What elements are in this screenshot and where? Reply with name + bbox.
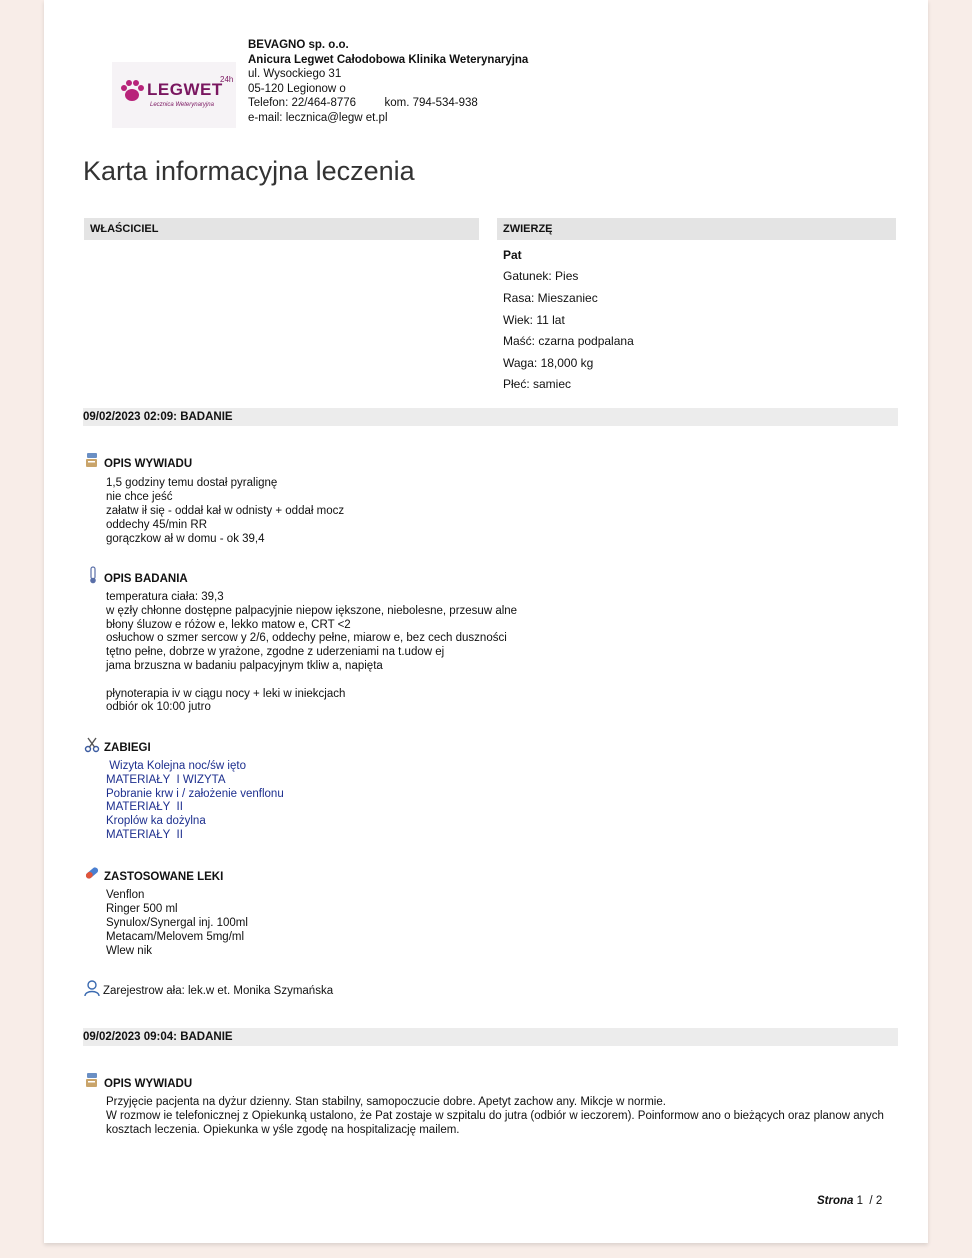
clinic-phones bbox=[248, 96, 528, 111]
interview-text bbox=[106, 476, 344, 546]
drug-item: Ringer 500 ml bbox=[106, 903, 178, 915]
clinic-street: ul. Wysockiego 31 bbox=[248, 68, 342, 81]
procedure-item: Wizyta Kolejna noc/św ięto bbox=[106, 760, 246, 772]
scissors-icon bbox=[84, 737, 100, 753]
interview-line: 1,5 godziny temu dostał pyralignę bbox=[106, 477, 278, 489]
exam-line: odbiór ok 10:00 jutro bbox=[106, 701, 211, 714]
animal-name: Pat bbox=[503, 248, 522, 262]
clinic-mobile: kom. 794-534-938 bbox=[384, 97, 478, 110]
exam-line: tętno pełne, dobrze w yrażone, zgodne z uderzeniami na t.udow ej bbox=[106, 646, 445, 659]
page-total: / 2 bbox=[866, 1195, 883, 1207]
interview-title: OPIS WYWIADU bbox=[104, 458, 193, 470]
paw-icon bbox=[119, 79, 145, 103]
animal-weight: Waga: 18,000 kg bbox=[503, 356, 594, 370]
procedures-title: ZABIEGI bbox=[104, 742, 151, 754]
visit2-header: 09/02/2023 09:04: BADANIE bbox=[83, 1028, 898, 1046]
page-label: Strona bbox=[817, 1195, 854, 1207]
owner-header: WŁAŚCICIEL bbox=[84, 218, 479, 240]
animal-age: Wiek: 11 lat bbox=[503, 313, 565, 327]
drugs-list bbox=[106, 888, 248, 958]
exam-line bbox=[106, 674, 517, 688]
animal-sex: Płeć: samiec bbox=[503, 377, 572, 391]
animal-species: Gatunek: Pies bbox=[503, 269, 579, 283]
clinic-name: BEVAGNO sp. o.o. bbox=[248, 39, 349, 51]
drugs-title: ZASTOSOWANE LEKI bbox=[104, 871, 224, 883]
pill-icon bbox=[84, 865, 100, 881]
animal-header: ZWIERZĘ bbox=[497, 218, 896, 240]
page-number bbox=[817, 1195, 882, 1207]
procedure-item: MATERIAŁY I WIZYTA bbox=[106, 773, 226, 786]
interview-text bbox=[106, 1096, 896, 1137]
procedure-item: MATERIAŁY II bbox=[106, 828, 183, 841]
clinic-email: e-mail: lecznica@legw et.pl bbox=[248, 111, 388, 124]
animal-breed: Rasa: Mieszaniec bbox=[503, 291, 598, 305]
exam-title: OPIS BADANIA bbox=[104, 573, 188, 585]
interview-icon bbox=[84, 452, 100, 468]
doctor-icon bbox=[83, 980, 101, 997]
procedures-list bbox=[106, 760, 284, 843]
registered-by: Zarejestrow ała: lek.w et. Monika Szymańska bbox=[103, 985, 334, 997]
exam-line: jama brzuszna w badaniu palpacyjnym tkliw a, napięta bbox=[106, 659, 383, 672]
exam-text bbox=[106, 591, 517, 715]
document-page bbox=[44, 0, 928, 1243]
interview-line: załatw ił się - oddał kał w odnisty + oddał mocz bbox=[106, 505, 345, 517]
drug-item: Synulox/Synergal inj. 100ml bbox=[106, 917, 248, 929]
clinic-logo bbox=[112, 62, 236, 128]
interview-paragraph: W rozmow ie telefonicznej z Opiekunką ustalono, że Pat zostaje w szpitalu do jutra (odbiór w ieczorem). Poinformow ano o bieżących oraz planow anych kosztach leczenia. Opiekunka w yśle zgodę na hospitalizację mailem. bbox=[106, 1109, 884, 1136]
animal-color: Maść: czarna podpalana bbox=[503, 334, 634, 348]
thermometer-icon bbox=[88, 566, 98, 584]
clinic-full-name: Anicura Legwet Całodobowa Klinika Weterynaryjna bbox=[248, 53, 529, 66]
page-current: 1 bbox=[856, 1195, 864, 1207]
procedure-item: MATERIAŁY II bbox=[106, 801, 183, 814]
clinic-info bbox=[248, 38, 528, 126]
interview-paragraph: Przyjęcie pacjenta na dyżur dzienny. Stan stabilny, samopoczucie dobre. Apetyt zachow any. Mikcje w normie. bbox=[106, 1096, 666, 1108]
exam-line: temperatura ciała: 39,3 bbox=[106, 591, 224, 603]
interview-line: nie chce jeść bbox=[106, 491, 173, 503]
exam-line: błony śluzow e różow e, lekko matow e, CRT <2 bbox=[106, 618, 351, 631]
procedure-item: Kroplów ka dożylna bbox=[106, 815, 206, 828]
logo-subtitle: Lecznica Weterynaryjna bbox=[150, 102, 214, 108]
interview-icon bbox=[84, 1072, 100, 1088]
drug-item: Metacam/Melovem 5mg/ml bbox=[106, 931, 245, 943]
logo-text: LEGWET bbox=[147, 80, 223, 99]
interview-line: oddechy 45/min RR bbox=[106, 519, 207, 531]
drug-item: Wlew nik bbox=[106, 945, 153, 957]
exam-line: osłuchow o szmer sercow y 2/6, oddechy pełne, miarow e, bez cech duszności bbox=[106, 632, 507, 645]
drug-item: Venflon bbox=[106, 889, 145, 901]
exam-line: płynoterapia iv w ciągu nocy + leki w iniekcjach bbox=[106, 687, 346, 700]
logo-24h: 24h bbox=[220, 75, 234, 84]
clinic-city: 05-120 Legionow o bbox=[248, 82, 346, 95]
procedure-item: Pobranie krw i / założenie venflonu bbox=[106, 787, 284, 800]
exam-line: w ęzły chłonne dostępne palpacyjnie niepow iększone, niebolesne, przesuw alne bbox=[106, 604, 518, 617]
page-title: Karta informacyjna leczenia bbox=[83, 156, 415, 186]
clinic-phone: Telefon: 22/464-8776 bbox=[248, 97, 357, 110]
interview-line: gorączkow ał w domu - ok 39,4 bbox=[106, 533, 265, 545]
visit1-header: 09/02/2023 02:09: BADANIE bbox=[83, 408, 898, 426]
interview-title: OPIS WYWIADU bbox=[104, 1078, 193, 1090]
